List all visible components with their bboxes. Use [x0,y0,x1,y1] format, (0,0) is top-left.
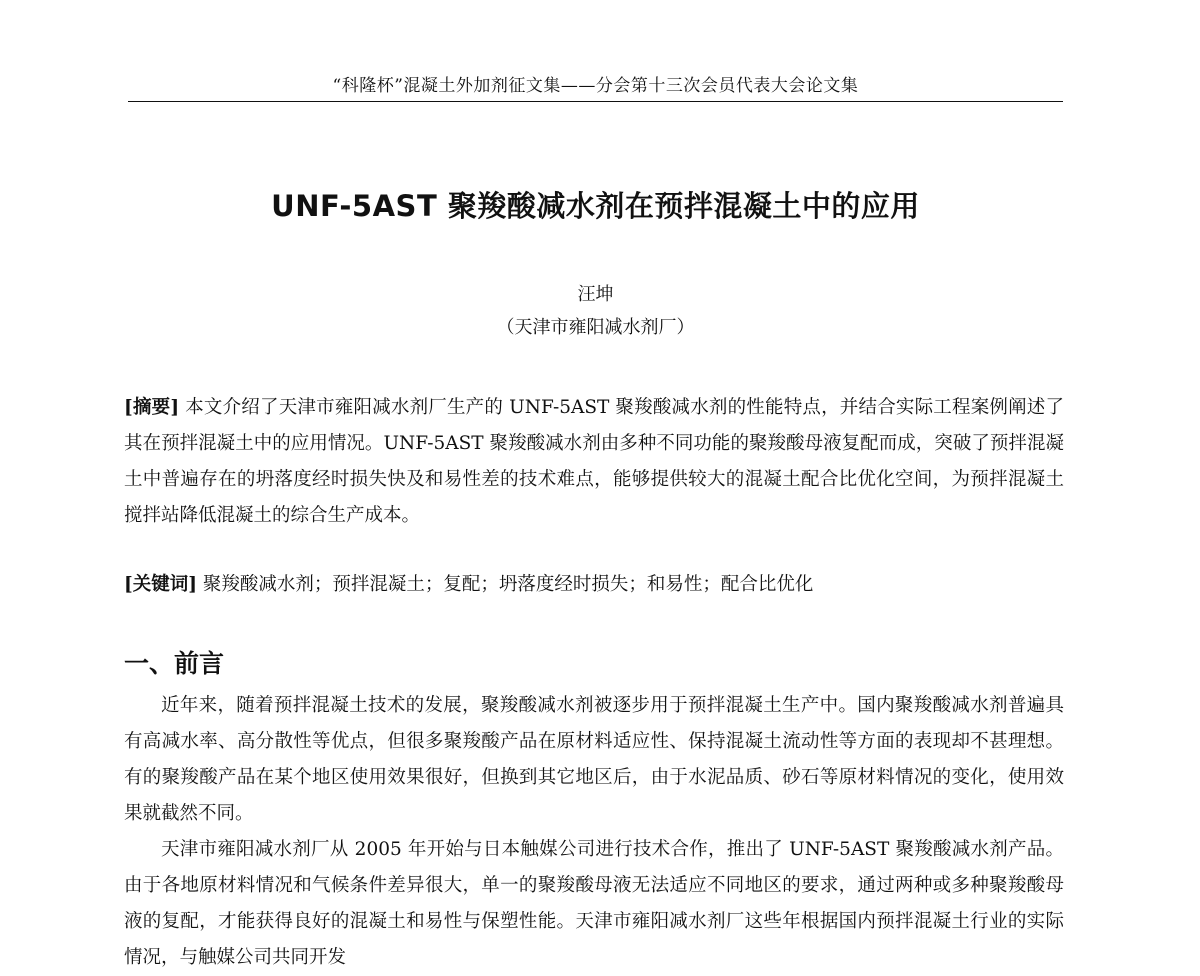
keywords [124,567,1064,603]
author-affiliation: （天津市雍阳减水剂厂） [496,317,695,338]
running-header: “科隆杯”混凝土外加剂征文集——分会第十三次会员代表大会论文集 [332,76,859,96]
author-name: 汪坤 [577,284,614,305]
keywords-text: 聚羧酸减水剂；预拌混凝土；复配；坍落度经时损失；和易性；配合比优化 [202,574,814,595]
abstract-text: 本文介绍了天津市雍阳减水剂厂生产的 UNF-5AST 聚羧酸减水剂的性能特点，并结合实际工程案例阐述了其在预拌混凝土中的应用情况。UNF-5AST 聚羧酸减水剂由多种不同功能的聚羧酸母液复配而成，突破了预拌混凝土中普遍存在的坍落度经时损失快及和易性差的技术难点，能够提供较大的混凝土配合比优化空间，为预拌混凝土搅拌站降低混凝土的综合生产成本。 [124,397,1064,526]
section-heading-introduction: 一、前言 [124,649,225,678]
paper-title: UNF-5AST 聚羧酸减水剂在预拌混凝土中的应用 [271,189,920,223]
keywords-label: [关键词] [124,574,198,595]
abstract-label: [摘要] [124,397,180,418]
intro-paragraph-2: 天津市雍阳减水剂厂从 2005 年开始与日本触媒公司进行技术合作，推出了 UNF-5AST 聚羧酸减水剂产品。由于各地原材料情况和气候条件差异很大，单一的聚羧酸母液无法适应不同地区的要求，通过两种或多种聚羧酸母液的复配，才能获得良好的混凝土和易性与保塑性能。天津市雍阳减水剂厂这些年根据国内预拌混凝土行业的实际情况，与触媒公司共同开发 [124,839,1064,968]
abstract [124,390,1064,534]
header-rule [128,101,1063,102]
intro-paragraph-1: 近年来，随着预拌混凝土技术的发展，聚羧酸减水剂被逐步用于预拌混凝土生产中。国内聚羧酸减水剂普遍具有高减水率、高分散性等优点，但很多聚羧酸产品在原材料适应性、保持混凝土流动性等方面的表现却不甚理想。有的聚羧酸产品在某个地区使用效果很好，但换到其它地区后，由于水泥品质、砂石等原材料情况的变化，使用效果就截然不同。 [124,695,1064,824]
